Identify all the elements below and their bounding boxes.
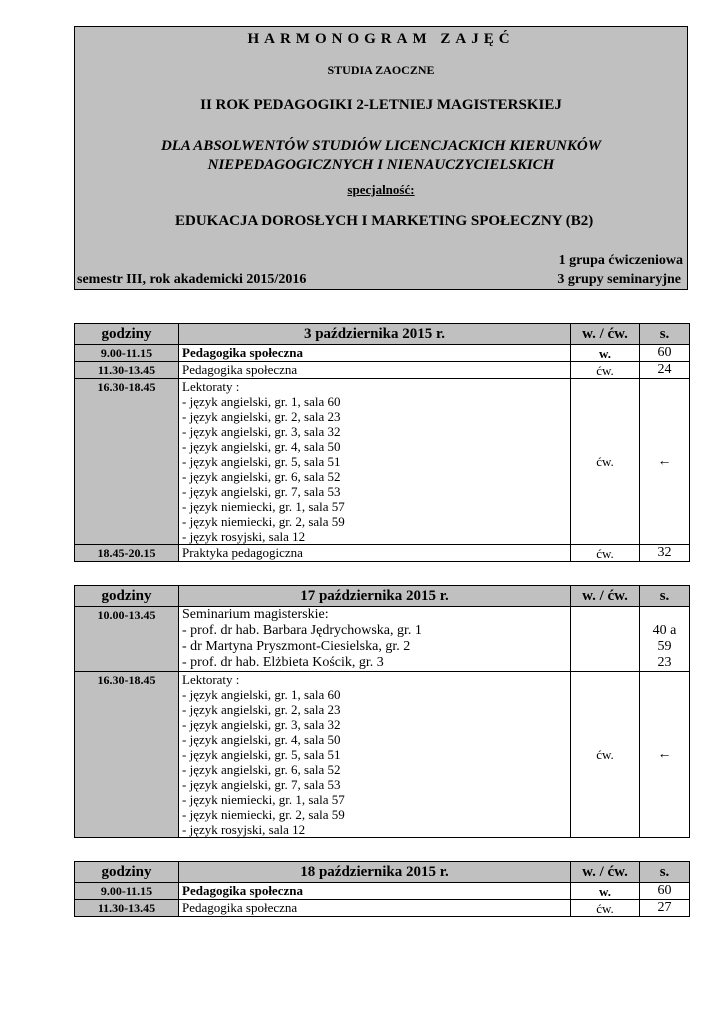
audience-line-2: NIEPEDAGOGICZNYCH I NIENAUCZYCIELSKICH: [207, 157, 555, 173]
subject-cell: Praktyka pedagogiczna: [179, 545, 571, 562]
list-item: - język niemiecki, gr. 1, sala 57: [182, 792, 345, 807]
list-item: - prof. dr hab. Barbara Jędrychowska, gr. 1: [182, 623, 422, 638]
room-cell: 60: [640, 883, 690, 900]
table-row: [75, 362, 690, 379]
schedule-table-day1: [74, 323, 690, 562]
table-row: [75, 900, 690, 917]
list-item: - język angielski, gr. 6, sala 52: [182, 469, 341, 484]
table-row: [75, 345, 690, 362]
room-cell: 60: [640, 345, 690, 362]
list-item: - język angielski, gr. 1, sala 60: [182, 687, 341, 702]
time-cell: 16.30-18.45: [75, 379, 179, 545]
audience-line-1: DLA ABSOLWENTÓW STUDIÓW LICENCJACKICH KIERUNKÓW: [160, 138, 602, 154]
left-arrow-icon: ←: [640, 672, 690, 838]
subject-cell: Pedagogika społeczna: [179, 345, 571, 362]
col-header-godziny: godziny: [75, 586, 179, 607]
specjalnosc-label: specjalność:: [347, 182, 415, 197]
schedule-table-day3: [74, 861, 690, 917]
room-value: 23: [657, 655, 672, 670]
list-item: - język angielski, gr. 5, sala 51: [182, 454, 341, 469]
type-cell: w.: [571, 345, 640, 362]
col-header-godziny: godziny: [75, 324, 179, 345]
type-cell: [571, 607, 640, 672]
list-item: - język angielski, gr. 5, sala 51: [182, 747, 341, 762]
table-row: [75, 607, 690, 672]
room-cell: 32: [640, 545, 690, 562]
table-row: [75, 672, 690, 838]
table-row: [75, 883, 690, 900]
list-item: - dr Martyna Pryszmont-Ciesielska, gr. 2: [182, 639, 411, 654]
list-item: - język angielski, gr. 7, sala 53: [182, 777, 341, 792]
subject-cell: Pedagogika społeczna: [179, 883, 571, 900]
list-item: - język angielski, gr. 7, sala 53: [182, 484, 341, 499]
document-title: HARMONOGRAM ZAJĘĆ: [247, 31, 515, 47]
time-cell: 11.30-13.45: [75, 362, 179, 379]
list-item: - język rosyjski, sala 12: [182, 529, 306, 544]
type-cell: ćw.: [571, 362, 640, 379]
table-row: [75, 545, 690, 562]
list-item: - język angielski, gr. 4, sala 50: [182, 439, 341, 454]
seminar-title: Seminarium magisterskie:: [182, 607, 329, 622]
type-cell: ćw.: [571, 900, 640, 917]
schedule-table-day2: [74, 585, 690, 838]
col-header-sala: s.: [640, 324, 690, 345]
day-date: 18 października 2015 r.: [179, 862, 571, 883]
col-header-godziny: godziny: [75, 862, 179, 883]
list-item: - język angielski, gr. 3, sala 32: [182, 717, 341, 732]
rok-label: II ROK PEDAGOGIKI 2-LETNIEJ MAGISTERSKIEJ: [200, 97, 562, 113]
header-box: [74, 26, 688, 290]
list-item: - język niemiecki, gr. 2, sala 59: [182, 514, 345, 529]
room-value: 40 a: [652, 623, 677, 638]
subject-cell: Pedagogika społeczna: [179, 900, 571, 917]
list-item: - prof. dr hab. Elżbieta Kościk, gr. 3: [182, 655, 384, 670]
col-header-sala: s.: [640, 586, 690, 607]
lektoraty-header: Lektoraty :: [182, 379, 240, 394]
lektoraty-cell: [179, 672, 571, 838]
col-header-typ: w. / ćw.: [571, 324, 640, 345]
type-cell: w.: [571, 883, 640, 900]
seminar-cell: [179, 607, 571, 672]
time-cell: 16.30-18.45: [75, 672, 179, 838]
list-item: - język niemiecki, gr. 2, sala 59: [182, 807, 345, 822]
list-item: - język rosyjski, sala 12: [182, 822, 306, 837]
day-date: 17 października 2015 r.: [179, 586, 571, 607]
specialization-name: EDUKACJA DOROSŁYCH I MARKETING SPOŁECZNY (B2): [175, 213, 594, 229]
room-cell: [640, 607, 690, 672]
semester-label: semestr III, rok akademicki 2015/2016: [77, 272, 307, 287]
list-item: - język angielski, gr. 4, sala 50: [182, 732, 341, 747]
subject-cell: Pedagogika społeczna: [179, 362, 571, 379]
col-header-sala: s.: [640, 862, 690, 883]
list-item: - język angielski, gr. 2, sala 23: [182, 409, 341, 424]
studia-label: STUDIA ZAOCZNE: [327, 63, 435, 77]
list-item: - język angielski, gr. 2, sala 23: [182, 702, 341, 717]
time-cell: 18.45-20.15: [75, 545, 179, 562]
time-cell: 9.00-11.15: [75, 345, 179, 362]
list-item: - język angielski, gr. 3, sala 32: [182, 424, 341, 439]
room-cell: 27: [640, 900, 690, 917]
col-header-typ: w. / ćw.: [571, 862, 640, 883]
type-cell: ćw.: [571, 379, 640, 545]
time-cell: 10.00-13.45: [75, 607, 179, 672]
table-row: [75, 379, 690, 545]
room-cell: 24: [640, 362, 690, 379]
day-date: 3 października 2015 r.: [179, 324, 571, 345]
lektoraty-cell: [179, 379, 571, 545]
list-item: - język niemiecki, gr. 1, sala 57: [182, 499, 345, 514]
left-arrow-icon: ←: [640, 379, 690, 545]
list-item: - język angielski, gr. 1, sala 60: [182, 394, 341, 409]
time-cell: 9.00-11.15: [75, 883, 179, 900]
col-header-typ: w. / ćw.: [571, 586, 640, 607]
type-cell: ćw.: [571, 545, 640, 562]
seminar-group-count: 3 grupy seminaryjne: [557, 272, 681, 287]
list-item: - język angielski, gr. 6, sala 52: [182, 762, 341, 777]
lektoraty-header: Lektoraty :: [182, 672, 240, 687]
time-cell: 11.30-13.45: [75, 900, 179, 917]
exercise-group-count: 1 grupa ćwiczeniowa: [558, 253, 683, 268]
type-cell: ćw.: [571, 672, 640, 838]
room-value: 59: [657, 639, 672, 654]
